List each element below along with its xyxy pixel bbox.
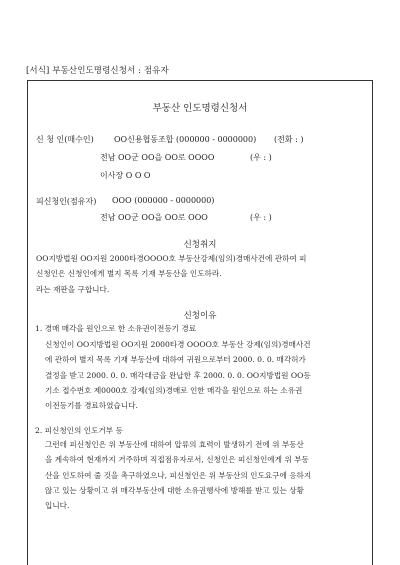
document-title: 부동산 인도명령신청서 [152, 103, 248, 114]
reason-item1-line: 이전등기를 경료하였습니다. [45, 401, 138, 411]
reason-item2-line: 않고 있는 상황이고 위 매각부동산에 대한 소유권행사에 방해를 받고 있는 상황 [45, 485, 304, 495]
applicant-phone: (전화 : ) [274, 135, 304, 144]
reason-item2-line: 입니다. [45, 501, 70, 511]
form-caption: [서식] 부동산인도명령신청서 : 점유자 [26, 66, 169, 76]
respondent-postal-code: (우 : ) [250, 213, 272, 222]
reason-item2-line: 산을 인도하여 줄 것을 촉구하였으나, 피신청인은 위 부동산의 인도요구에 응하지 [45, 470, 312, 480]
reason-item2-paragraph [45, 437, 311, 513]
reason-item2-heading: 2. 피신청인의 인도거부 등 [35, 426, 123, 435]
applicant-postal-code: (우 : ) [250, 153, 272, 162]
applicant-name: OO신용협동조합 (000000 - 0000000) [114, 135, 257, 144]
reason-item1-heading: 1. 경매 매각을 원인으로 한 소유권이전등기 경료 [35, 324, 197, 333]
respondent-label: 피신청인(점유자) [36, 197, 97, 206]
purpose-paragraph [36, 251, 307, 297]
reason-item1-line: 결정을 받고 2000. 0. 0. 매각대금을 완납한 후 2000. 0. 0. OO지방법원 OO등 [45, 370, 311, 380]
document-frame [27, 80, 373, 565]
applicant-address: 전남 OO군 OO읍 OO로 OOOO [100, 153, 215, 162]
respondent-name: OOO (000000 - 0000000) [112, 196, 215, 205]
purpose-line: 라는 재판을 구합니다. [36, 284, 110, 294]
applicant-representative: 이사장 O O O [100, 171, 151, 180]
reason-item1-paragraph [45, 337, 311, 413]
reason-title: 신청이유 [183, 311, 217, 321]
purpose-title: 신청취지 [183, 240, 217, 250]
reason-item1-line: 에 관하여 별지 목록 기재 부동산에 대하여 귀원으로부터 2000. 0. 0. 매각허가 [45, 355, 306, 365]
respondent-address: 전남 OO군 OO읍 OO로 OOO [100, 213, 208, 222]
reason-item1-line: 신청인이 OO지방법원 OO지원 2000타경 OOOO호 부동산 강제(임의)경매사건 [45, 340, 311, 349]
reason-item1-line: 기소 접수번호 제0000호 강제(임의)경매로 인한 매각을 원인으로 하는 소유권 [45, 385, 303, 395]
reason-item2-line: 을 계속하여 현재까지 거주하며 직접점유자로서, 신청인은 피신청인에게 위 부동 [45, 455, 309, 465]
purpose-line: 신청인은 신청인에게 별지 목록 기재 부동산을 인도하라. [36, 269, 222, 279]
applicant-label: 신 청 인(매수인) [36, 135, 94, 144]
purpose-line: OO지방법원 OO지원 2000타경OOOO호 부동산강제(임의)경매사건에 관하여 피 [36, 254, 307, 263]
reason-item2-line: 그런데 피신청인은 위 부동산에 대하여 압류의 효력이 발생하기 전에 위 부동산 [45, 440, 304, 449]
